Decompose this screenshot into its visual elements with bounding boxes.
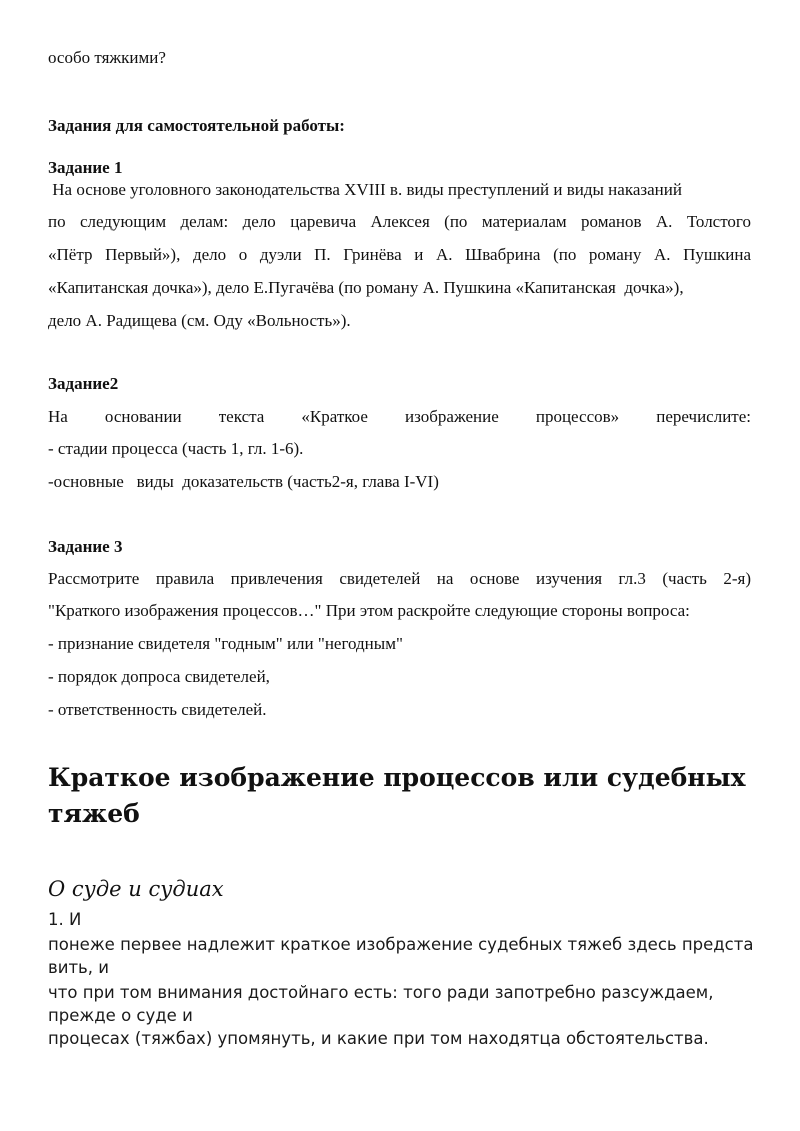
task1-title: Задание 1 (48, 158, 123, 177)
subheading: О суде и судиах (48, 877, 224, 901)
task3-title: Задание 3 (48, 537, 123, 556)
body-line: понеже первее надлежит краткое изображение судебных тяжеб здесь предста (48, 935, 754, 954)
body-line: что при том внимания достойнаго есть: того ради запотребно разсуждаем, (48, 983, 714, 1002)
task2-title: Задание2 (48, 374, 119, 393)
task1-line: «Капитанская дочка»), дело Е.Пугачёва (по роману А. Пушкина «Капитанская дочка»), (48, 278, 684, 297)
section-heading: Задания для самостоятельной работы: (48, 116, 345, 135)
task1-line: дело А. Радищева (см. Оду «Вольность»). (48, 311, 351, 330)
body-line: процесах (тяжбах) упомянуть, и какие при том находятца обстоятельства. (48, 1029, 709, 1048)
task2-line: На основании текста «Краткое изображение процессов» перечислите: (48, 407, 751, 426)
task2-line: -основные виды доказательств (часть2-я, глава I-VI) (48, 472, 439, 491)
task3-line: - порядок допроса свидетелей, (48, 667, 270, 686)
body-line: 1. И (48, 910, 82, 929)
task3-line: - признание свидетеля "годным" или "негодным" (48, 634, 403, 653)
task1-line: «Пётр Первый»), дело о дуэли П. Гринёва и А. Швабрина (по роману А. Пушкина (48, 245, 751, 264)
body-line: прежде о суде и (48, 1006, 193, 1025)
task3-line: - ответственность свидетелей. (48, 700, 267, 719)
task1-line: по следующим делам: дело царевича Алексея (по материалам романов А. Толстого (48, 212, 751, 231)
intro-tail-text: особо тяжкими? (48, 48, 166, 67)
body-line: вить, и (48, 958, 109, 977)
task1-line: На основе уголовного законодательства XVIII в. виды преступлений и виды наказаний (48, 180, 682, 199)
task2-line: - стадии процесса (часть 1, гл. 1-6). (48, 439, 304, 458)
main-heading: Краткое изображение процессов или судебных тяжеб (48, 763, 746, 828)
task3-line: Рассмотрите правила привлечения свидетелей на основе изучения гл.3 (часть 2-я) (48, 569, 751, 588)
task3-line: "Краткого изображения процессов…" При этом раскройте следующие стороны вопроса: (48, 601, 690, 620)
